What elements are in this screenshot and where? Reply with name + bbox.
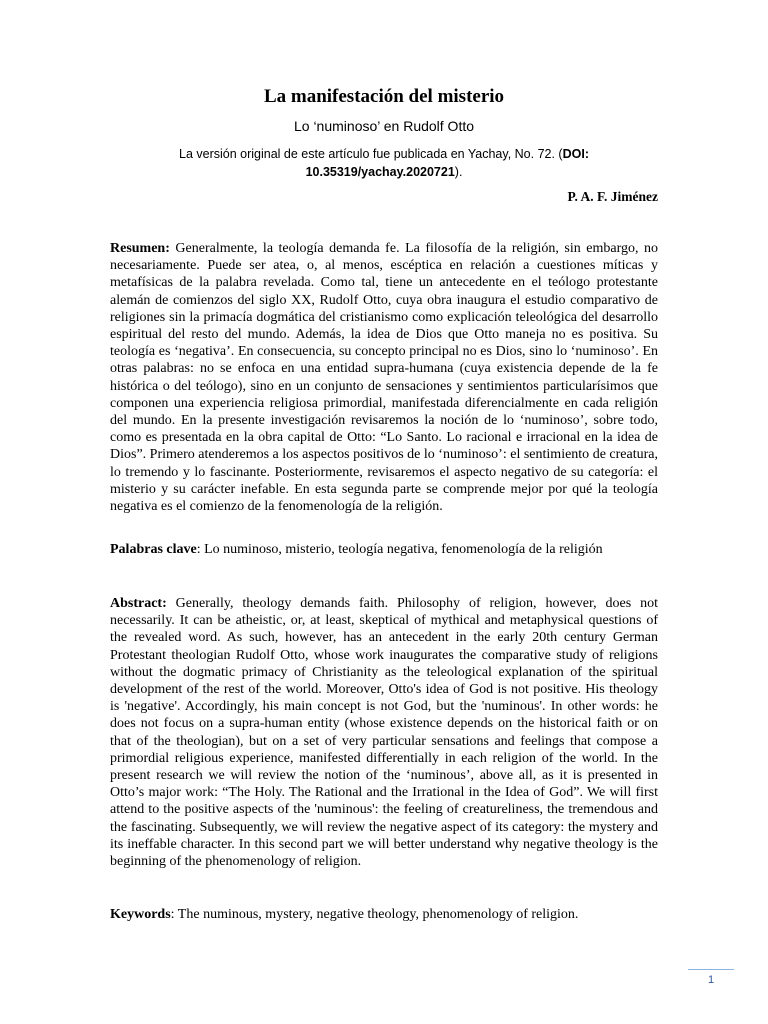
article-subtitle: Lo ‘numinoso’ en Rudolf Otto	[293, 118, 475, 134]
article-title: La manifestación del misterio	[263, 86, 505, 107]
publication-note	[150, 145, 618, 181]
resumen-paragraph	[110, 240, 658, 515]
abstract-text: Generally, theology demands faith. Philosophy of religion, however, does not necessarily. It can be atheistic, or, at least, skeptical of mythical and metaphysical questions of the revealed word. As such, however, has an antecedent in the early 20th century German Protestant theologian Rudolf Otto, whose work inaugurates the comparative study of religions without the dogmatic primacy of Christianity as the teleological explanation of the spiritual development of the rest of the world. Moreover, Otto's idea of God is not positive. His theology is 'negative'. Accordingly, his main concept is not God, but the 'numinous'. In other words: he does not focus on a supra-human entity (whose existence depends on the historical faith or on that of the theologian), but on a set of very particular sensations and feelings that compose a primordial religious experience, manifested differentially in each religion of the world. In the present research we will review the notion of the ‘numinous’, above all, as it is presented in Otto’s major work: “The Holy. The Rational and the Irrational in the Idea of God”. We will first attend to the positive aspects of the 'numinous': the feeling of creatureliness, the tremendous and the fascinating. Subsequently, we will review the negative aspect of its category: the mystery and its ineffable character. In this second part we will better understand why negative theology is the beginning of the phenomenology of religion.	[110, 596, 658, 870]
abstract-paragraph	[110, 595, 658, 870]
publication-note-end: ).	[454, 165, 463, 179]
page-number: 1	[707, 974, 715, 986]
keywords-label: Keywords	[110, 907, 171, 922]
keywords-text: : The numinous, mystery, negative theology, phenomenology of religion.	[170, 907, 579, 922]
footer-divider	[688, 969, 734, 970]
abstract-label: Abstract:	[110, 596, 167, 611]
resumen-label: Resumen:	[110, 241, 170, 256]
doi-reference: DOI: 10.35319/yachay.2020721	[305, 147, 589, 179]
palabras-clave-text: : Lo numinoso, misterio, teología negativa, fenomenología de la religión	[196, 542, 603, 557]
publication-note-text: La versión original de este artículo fue publicada en Yachay, No. 72. (	[179, 147, 563, 161]
palabras-clave-label: Palabras clave	[110, 542, 197, 557]
author-name: P. A. F. Jiménez	[567, 189, 658, 204]
palabras-clave-paragraph	[110, 541, 658, 558]
resumen-text: Generalmente, la teología demanda fe. La filosofía de la religión, sin embargo, no necesariamente. Puede ser atea, o, al menos, escéptica en relación a cuestiones míticas y metafísicas de la palabra revelada. Como tal, tiene un antecedente en el teólogo protestante alemán de comienzos del siglo XX, Rudolf Otto, cuya obra inaugura el estudio comparativo de religiones sin la primacía dogmática del cristianismo como explicación teleológica del desarrollo espiritual del resto del mundo. Además, la idea de Dios que Otto maneja no es positiva. Su teología es ‘negativa’. En consecuencia, su concepto principal no es Dios, sino lo ‘numinoso’. En otras palabras: no se enfoca en una entidad supra-humana (cuya existencia depende de la fe histórica o del teólogo), sino en un conjunto de sensaciones y sentimientos particularísimos que componen una experiencia religiosa primordial, manifestada diferencialmente en cada religión del mundo. En la presente investigación revisaremos la noción de lo ‘numinoso’, sobre todo, como es presentada en la obra capital de Otto: “Lo Santo. Lo racional e irracional en la idea de Dios”. Primero atenderemos a los aspectos positivos de lo ‘numinoso’: el sentimiento de creatura, lo tremendo y lo fascinante. Posteriormente, revisaremos el aspecto negativo de su categoría: el misterio y su carácter inefable. En esta segunda parte se comprende mejor por qué la teología negativa es el comienzo de la fenomenología de la religión.	[110, 241, 658, 515]
keywords-paragraph	[110, 906, 658, 923]
